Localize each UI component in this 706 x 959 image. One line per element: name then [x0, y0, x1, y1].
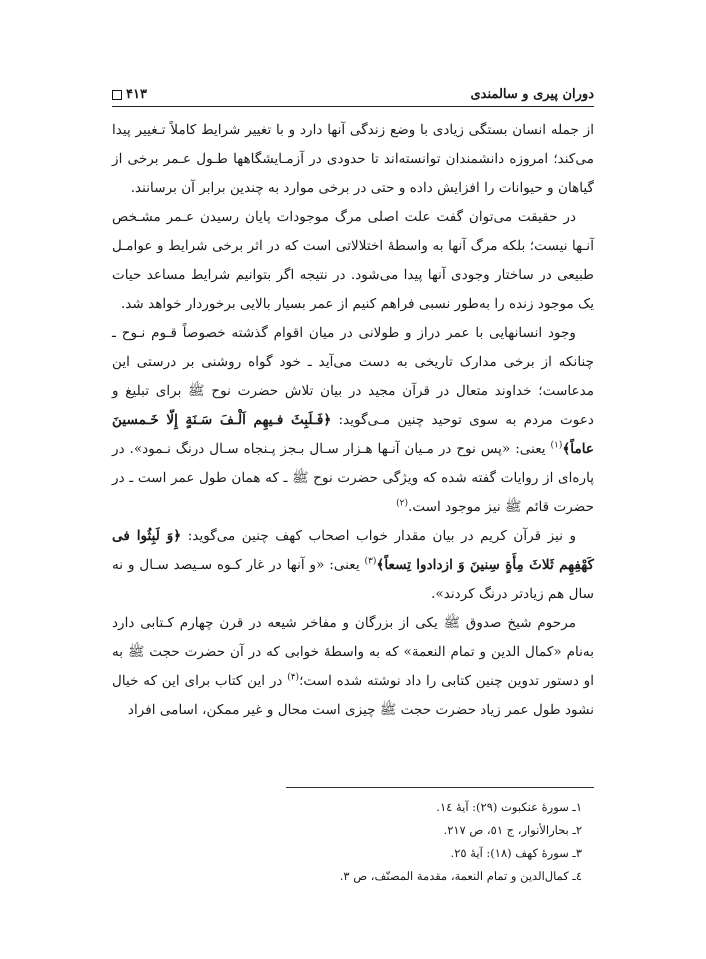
- footnote-ref: (۳): [364, 556, 377, 567]
- page-header: [112, 80, 594, 102]
- paragraph-5: [112, 609, 594, 725]
- paragraph-text: از جمله انسان بستگی زیادی با وضع زندگی آنها دارد و با تغییر شرایط کاملاً تـغییر پیدا می‌کند؛ امروزه دانشمندان توانسته‌اند تا حدودی در آزمـایشگاهها طـول عـمر برخی از گیاهان و حیوانات را افزایش داده و حتی در برخی موارد به چندین برابر آن برسانند.: [112, 122, 594, 196]
- paragraph-text: وجود انسانهایی با عمر دراز و طولانی در میان اقوام گذشته خصوصاً قـوم نـوح ـ چنانکه از برخی مدارک تاریخی به دست می‌آید ـ خود گواه روشنی بر درستی این مدعاست؛ خداوند متعال در قرآن مجید در بیان تلاش حضرت نوح ﷺ برای تبلیغ و دعوت مردم به سوی توحید چنین مـی‌گوید:: [112, 325, 594, 428]
- page-number: ۴۱۳: [126, 87, 147, 102]
- quran-verse: ﴿وَ لَبِثُوا فی کَهْفِهِم ثَلاثَ مِأَةٍ سِنینَ وَ ازدادوا تِسعاً﴾: [112, 528, 595, 573]
- footnote-ref: (۱): [550, 440, 563, 451]
- footnote-ref: (۴): [287, 672, 300, 683]
- paragraph-text: یعنی: «و آنها در غار کـوه سـیصد سـال و نه سال هم زیادتر درنگ کردند».: [112, 557, 594, 602]
- header-rule: [112, 106, 594, 107]
- paragraph-text: در این کتاب برای این که خیال نشود طول عمر زیاد حضرت حجت ﷺ چیزی است محال و غیر ممکن، اسامی افراد: [112, 673, 594, 718]
- body-text: [112, 116, 594, 725]
- paragraph-text: در حقیقت می‌توان گفت علت اصلی مرگ موجودات پایان رسیدن عـمر مشـخص آنـها نیست؛ بلکه مرگ آنها به واسطهٔ اختلالاتی است که در اثر برخی شرایط و عوامـل طبیعی در ساختار وجودی آنها پیدا می‌شود. در نتیجه اگر بتوانیم شرایط مساعد حیات یک موجود زنده را به‌طور نسبی فراهم کنیم از عمر بسیار بالایی برخوردار خواهد شد.: [112, 209, 594, 312]
- footnote-rule: [286, 787, 594, 788]
- footnote-4: ٤ـ کمال‌الدین و تمام النعمة، مقدمة المصنّف، ص ٣.: [339, 869, 582, 883]
- footnotes: [112, 796, 594, 888]
- running-title: دوران پیری و سالمندی: [470, 87, 594, 102]
- footnote-1: ۱ـ سورهٔ عنکبوت (۲۹): آیهٔ ١٤.: [436, 800, 582, 814]
- paragraph-2: [112, 203, 594, 319]
- paragraph-text: مرحوم شیخ صدوق ﷺ یکی از بزرگان و مفاخر شیعه در قرن چهارم کـتابی دارد به‌نام «کمال الدین و تمام النعمة» که به واسطهٔ خوابی که در آن حضرت حجت ﷺ به او دستور تدوین چنین کتابی را داد نوشته شده است؛: [112, 615, 594, 689]
- paragraph-1: [112, 116, 594, 203]
- paragraph-3: [112, 319, 594, 522]
- footnote-3: ۳ـ سورهٔ کهف (۱۸): آیهٔ ٢٥.: [450, 846, 582, 860]
- paragraph-text: یعنی: «پس نوح در مـیان آنـها هـزار سـال بـجز پـنجاه سـال درنگ نـمود». در پاره‌ای از روایات گفته شده که ویژگی حضرت نوح ﷺ ـ که همان طول عمر است ـ در حضرت قائم ﷺ نیز موجود است.: [112, 441, 594, 515]
- page-number-group: [112, 87, 147, 102]
- footnote-2: ۲ـ بحارالأنوار، ج ٥١، ص ٢١٧.: [443, 823, 582, 837]
- paragraph-4: [112, 522, 594, 609]
- footnote-ref: (۲): [396, 498, 408, 509]
- quran-verse: ﴿فَـلَبِثَ فـیهِم اَلْـفَ سَـنَةٍ إِلّا خَـمسینَ عاماً﴾: [112, 412, 594, 457]
- square-ornament-icon: [112, 90, 122, 100]
- paragraph-text: و نیز قرآن کریم در بیان مقدار خواب اصحاب کهف چنین می‌گوید:: [181, 528, 577, 544]
